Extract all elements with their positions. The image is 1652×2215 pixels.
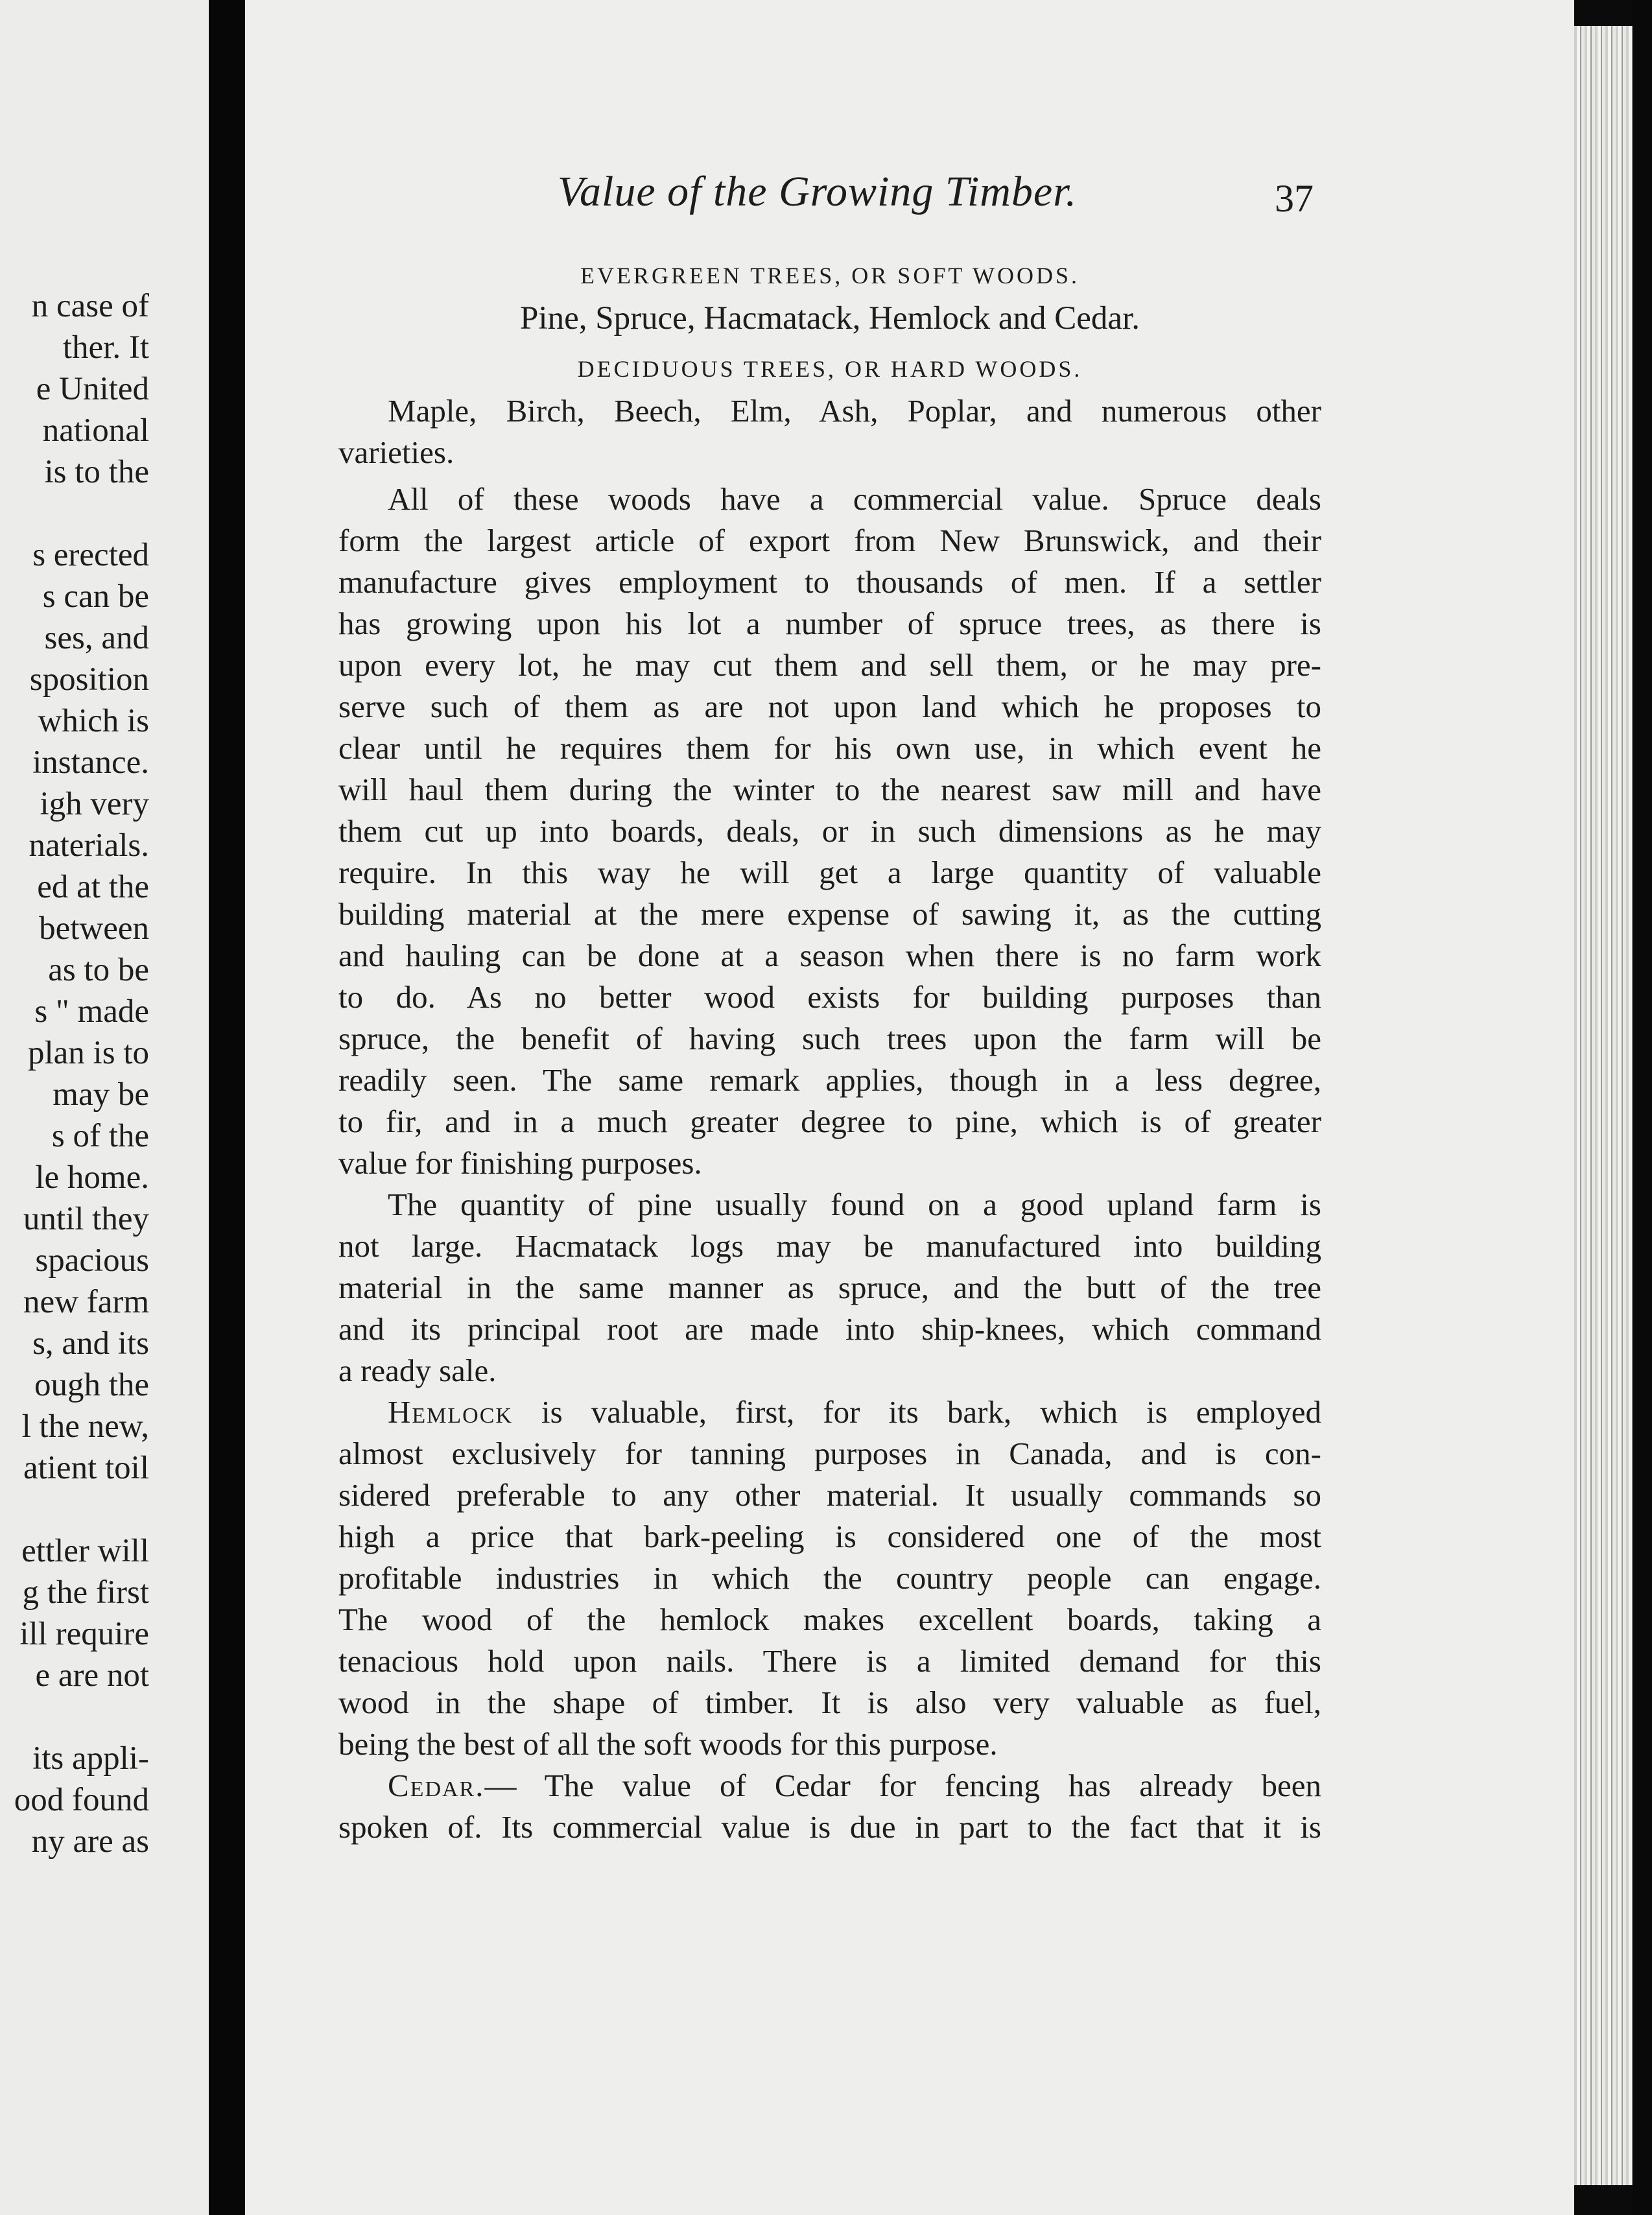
cedar-lead: Cedar.	[388, 1768, 485, 1803]
text-line: readily seen. The same remark applies, though in a less degree,	[338, 1062, 1321, 1098]
text-line: The wood of the hemlock makes excellent boards, taking a	[338, 1602, 1321, 1637]
text-line	[338, 1392, 1321, 1433]
facing-page-line: ther. It	[62, 329, 149, 366]
text-line: them cut up into boards, deals, or in such dimensions as he may	[338, 813, 1321, 849]
facing-page-line: which is	[38, 703, 149, 739]
facing-page-line: sposition	[29, 661, 149, 698]
facing-page-line: ood found	[14, 1782, 149, 1818]
paragraph-commercial	[338, 479, 1321, 1184]
text-line: wood in the shape of timber. It is also very valuable as fuel,	[338, 1685, 1321, 1720]
facing-page-line: national	[42, 412, 149, 449]
paragraph-hemlock	[338, 1392, 1321, 1765]
facing-page-line: ses, and	[44, 620, 149, 656]
facing-page-line: s " made	[34, 993, 149, 1030]
text-line: value for finishing purposes.	[338, 1145, 702, 1181]
facing-page-line: may be	[53, 1076, 149, 1113]
facing-page-line: its appli-	[32, 1740, 149, 1777]
text-line: Maple, Birch, Beech, Elm, Ash, Poplar, and numerous other	[388, 393, 1321, 429]
hemlock-lead: Hemlock	[388, 1394, 513, 1430]
facing-page-line: n case of	[31, 288, 149, 324]
text-line	[338, 1765, 1321, 1806]
text-line: to fir, and in a much greater degree to pine, which is of greater	[338, 1104, 1321, 1139]
facing-page-line: s of the	[51, 1118, 149, 1154]
text-line: tenacious hold upon nails. There is a limited demand for this	[338, 1643, 1321, 1679]
book-gutter	[209, 0, 245, 2215]
facing-page-line: spacious	[35, 1242, 149, 1279]
text-line: building material at the mere expense of sawing it, as the cutting	[338, 896, 1321, 932]
evergreen-species: Pine, Spruce, Hacmatack, Hemlock and Cedar.	[520, 300, 1140, 337]
facing-page	[0, 0, 209, 2215]
facing-page-line: s can be	[42, 578, 149, 615]
facing-page-line: new farm	[23, 1284, 149, 1320]
facing-page-line: naterials.	[29, 827, 149, 864]
facing-page-line: atient toil	[23, 1450, 149, 1486]
text-line: The quantity of pine usually found on a good upland farm is	[388, 1187, 1321, 1222]
text-line: being the best of all the soft woods for this purpose.	[338, 1726, 998, 1762]
text-line: spruce, the benefit of having such trees upon the farm will be	[338, 1021, 1321, 1056]
facing-page-line: ill require	[19, 1616, 149, 1652]
facing-page-line: s erected	[32, 537, 149, 573]
text-line: material in the same manner as spruce, and the butt of the tree	[338, 1270, 1321, 1305]
facing-page-line: le home.	[35, 1159, 149, 1196]
text-line: upon every lot, he may cut them and sell them, or he may pre-	[338, 647, 1321, 683]
text-line: varieties.	[338, 434, 454, 470]
text-line: form the largest article of export from New Brunswick, and their	[338, 523, 1321, 558]
running-title: Value of the Growing Timber.	[558, 168, 1078, 215]
text-fragment: is valuable, first, for its bark, which is employed	[512, 1394, 1321, 1430]
text-line: sidered preferable to any other material. It usually commands so	[338, 1477, 1321, 1513]
facing-page-line: e United	[36, 371, 149, 407]
text-line: profitable industries in which the country people can engage.	[338, 1560, 1321, 1596]
text-line: and its principal root are made into ship-knees, which command	[338, 1311, 1321, 1347]
facing-page-line: ed at the	[37, 869, 149, 905]
text-line: high a price that bark-peeling is considered one of the most	[338, 1519, 1321, 1554]
facing-page-line: instance.	[32, 744, 149, 781]
facing-page-line: plan is to	[28, 1035, 149, 1071]
deciduous-heading: DECIDUOUS TREES, OR HARD WOODS.	[577, 356, 1083, 382]
facing-page-line: s, and its	[32, 1325, 149, 1362]
facing-page-line: between	[39, 910, 149, 947]
text-line: not large. Hacmatack logs may be manufactured into building	[338, 1228, 1321, 1264]
text-line: has growing upon his lot a number of spruce trees, as there is	[338, 606, 1321, 641]
facing-page-line: as to be	[48, 952, 149, 988]
page-number: 37	[1275, 177, 1314, 220]
scan-border	[1633, 0, 1652, 2215]
paragraph-cedar	[338, 1765, 1321, 1848]
page-edge-stack	[1574, 26, 1633, 2185]
text-fragment: — The value of Cedar for fencing has already been	[484, 1768, 1321, 1803]
text-line: All of these woods have a commercial value. Spruce deals	[388, 481, 1321, 517]
text-line: to do. As no better wood exists for building purposes than	[338, 979, 1321, 1015]
facing-page-line: ough the	[34, 1367, 149, 1403]
text-line: and hauling can be done at a season when there is no farm work	[338, 938, 1321, 973]
facing-page-line: until they	[23, 1201, 149, 1237]
paragraph-maple	[338, 390, 1321, 473]
facing-page-line: ettler will	[21, 1533, 149, 1569]
text-line: a ready sale.	[338, 1353, 497, 1388]
text-line: manufacture gives employment to thousands of men. If a settler	[338, 564, 1321, 600]
text-line: spoken of. Its commercial value is due in part to the fact that it is	[338, 1809, 1321, 1845]
paragraph-pine	[338, 1184, 1321, 1392]
text-line: serve such of them as are not upon land which he proposes to	[338, 689, 1321, 724]
facing-page-line: l the new,	[21, 1408, 149, 1445]
facing-page-line: e are not	[35, 1657, 149, 1694]
facing-page-line: ny are as	[31, 1823, 149, 1860]
text-line: almost exclusively for tanning purposes in Canada, and is con-	[338, 1436, 1321, 1471]
facing-page-line: is to the	[44, 454, 149, 490]
text-line: require. In this way he will get a large quantity of valuable	[338, 855, 1321, 890]
body-text	[338, 390, 1321, 1848]
facing-page-line: igh very	[40, 786, 149, 822]
facing-page-line: g the first	[22, 1574, 149, 1611]
evergreen-heading: EVERGREEN TREES, OR SOFT WOODS.	[580, 263, 1080, 289]
text-line: clear until he requires them for his own use, in which event he	[338, 730, 1321, 766]
text-line: will haul them during the winter to the nearest saw mill and have	[338, 772, 1321, 807]
